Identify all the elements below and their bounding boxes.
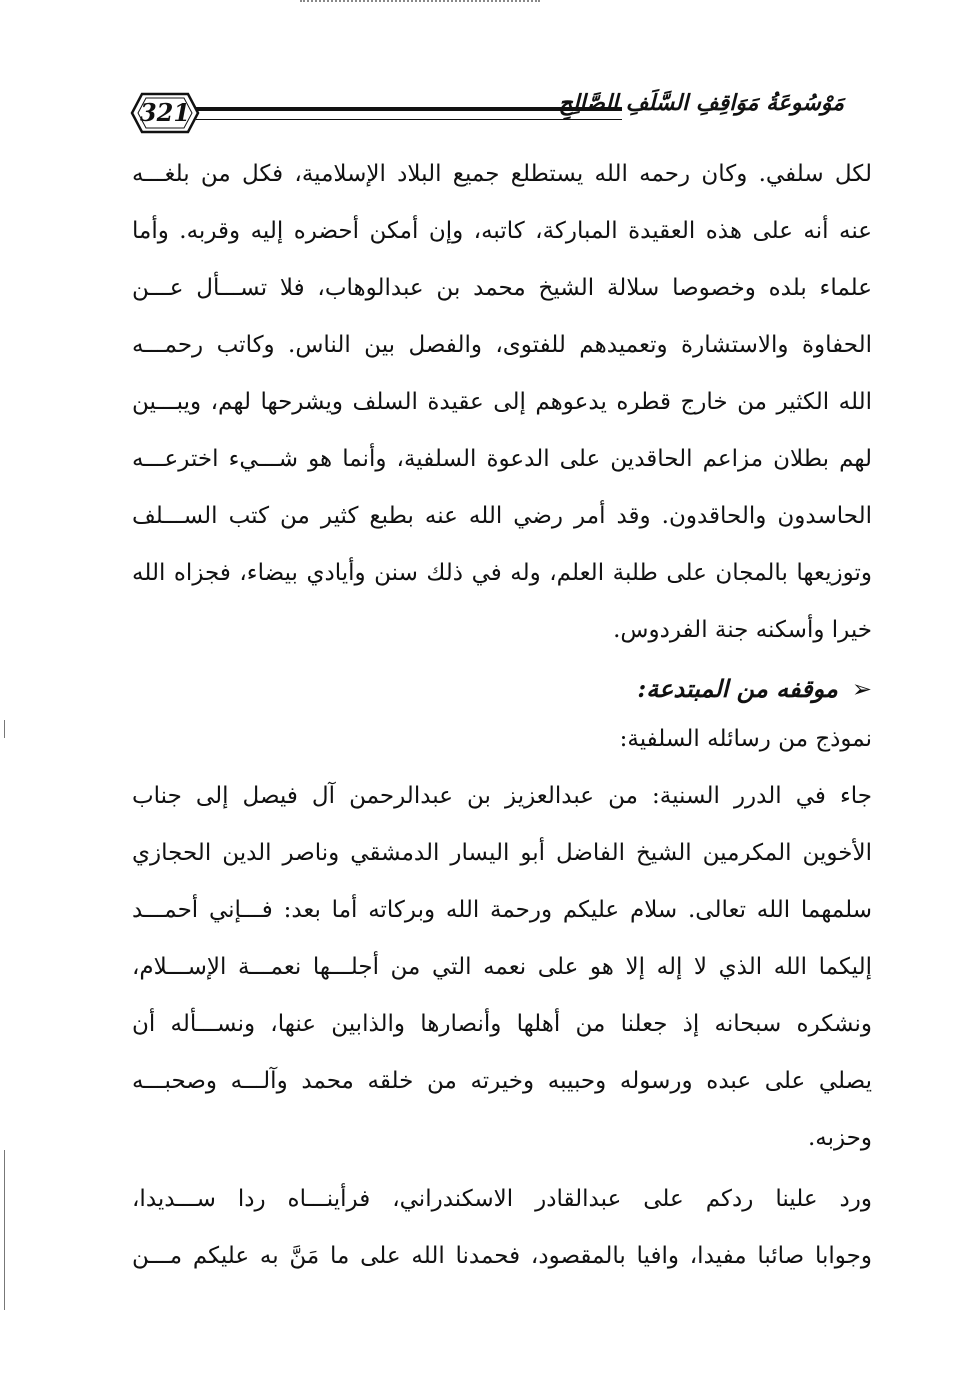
intro-line: نموذج من رسائله السلفية: [619, 726, 872, 752]
text-line: ورد علينا ردكم على عبدالقادر الاسكندراني، فرأينـــاه ردا ســـديدا، [132, 1186, 872, 1212]
section-heading-text: موقفه من المبتدعة: [637, 674, 838, 703]
text-line: يصلي على عبده ورسوله وحبيبه وخيرته من خلقه محمد وآلـــه وصحبـــه [132, 1068, 872, 1094]
book-title: مَوْسُوعَةُ مَوَاقِفِ السَّلَفِ الصَّالِحِ [558, 90, 844, 116]
main-text [132, 148, 872, 1287]
text-line: جاء في الدرر السنية: من عبدالعزيز بن عبدالرحمن آل فيصل إلى جناب [132, 783, 872, 809]
text-line: وتوزيعها بالمجان على طلبة العلم، وله في ذلك سنن وأيادي بيضاء، فجزاه الله [132, 560, 872, 586]
arrow-bullet-icon: ➢ [851, 675, 872, 703]
text-line: سلمهما الله تعالى. سلام عليكم ورحمة الله وبركاته أما بعد: فـــإني أحمـــد [132, 897, 872, 923]
scan-artifact [4, 1150, 5, 1310]
text-line: وجوابا صائبا مفيدا، وافيا بالمقصود، فحمدنا الله على ما مَنَّ به عليكم مـــن [132, 1243, 872, 1269]
page-header [128, 86, 844, 146]
text-line: عنه أنه على هذه العقيدة المباركة، كاتبه، وإن أمكن أحضره إليه وقربه. وأما [132, 218, 872, 244]
scan-artifact [4, 720, 5, 738]
page-number-badge [128, 88, 202, 138]
text-line: ونشكره سبحانه إذ جعلنا من أهلها وأنصارها والذابين عنها، ونســـأله أن [132, 1011, 872, 1037]
text-line: الله الكثير من خارج قطره يدعوهم إلى عقيدة السلف ويشرحها لهم، ويبـــين [132, 389, 872, 415]
section-heading [132, 661, 872, 713]
scan-artifact [300, 0, 540, 10]
text-line: علماء بلده وخصوصا سلالة الشيخ محمد بن عبدالوهاب، فلا تســـأل عـــن [132, 275, 872, 301]
text-line: وحزبه. [807, 1125, 872, 1151]
text-line: الحفاوة والاستشارة وتعميدهم للفتوى، والفصل بين الناس. وكاتب رحمـــه [132, 332, 872, 358]
text-line: لهم بطلان مزاعم الحاقدين على الدعوة السلفية، وأنما هو شـــيء اخترعـــه [132, 446, 872, 472]
text-line: الأخوين المكرمين الشيخ الفاضل أبو اليسار الدمشقي وناصر الدين الحجازي [132, 840, 872, 866]
text-line: خيرا وأسكنه جنة الفردوس. [613, 617, 872, 643]
page-number: 321 [139, 98, 191, 127]
text-line: إليكما الله الذي لا إله إلا هو على نعمه التي من أجلـــها نعمـــة الإســـلام، [132, 954, 872, 980]
text-line: لكل سلفي. وكان رحمه الله يستطلع جميع البلاد الإسلامية، فكل من بلغـــه [132, 161, 872, 187]
text-line: الحاسدون والحاقدون. وقد أمر رضي الله عنه بطبع كثير من كتب الســـلف [132, 503, 872, 529]
